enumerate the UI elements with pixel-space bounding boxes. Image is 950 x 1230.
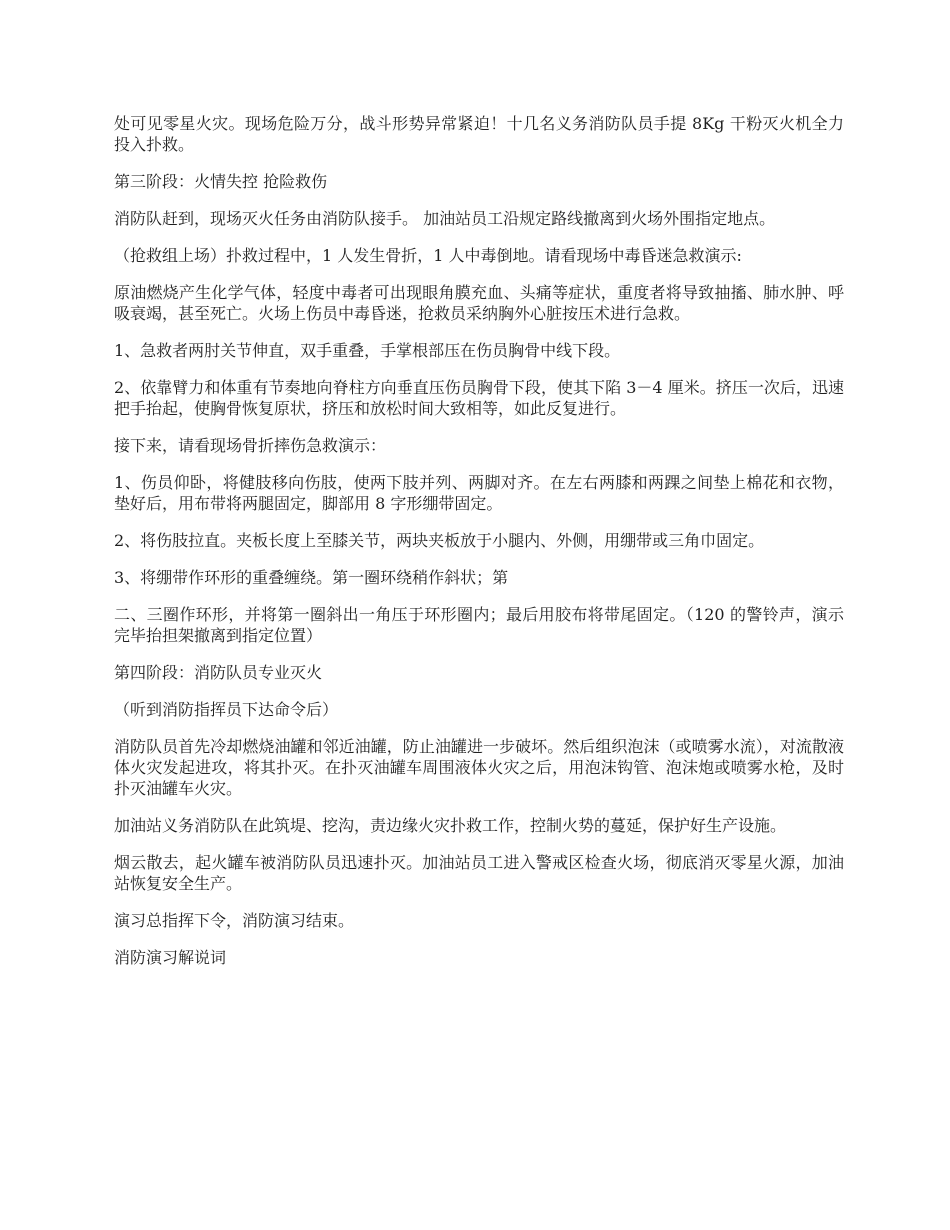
paragraph: （抢救组上场）扑救过程中，1 人发生骨折，1 人中毒倒地。请看现场中毒昏迷急救演示:	[114, 246, 742, 265]
paragraph: 二、三圈作环形，并将第一圈斜出一角压于环形圈内；最后用胶布将带尾固定。（120 的警铃声，演示完毕抬担架撤离到指定位置）	[114, 605, 844, 645]
list-item: 3、将绷带作环形的重叠缠绕。第一圈环绕稍作斜状；第	[114, 568, 509, 587]
paragraph: 消防队赶到，现场灭火任务由消防队接手。 加油站员工沿规定路线撤离到火场外围指定地点。	[114, 209, 776, 228]
paragraph: 处可见零星火灾。现场危险万分，战斗形势异常紧迫！十几名义务消防队员手提 8Kg 干粉灭火机全力投入扑救。	[114, 114, 844, 154]
paragraph: （听到消防指挥员下达命令后）	[114, 700, 339, 719]
section-heading: 第四阶段：消防队员专业灭火	[114, 663, 323, 682]
paragraph: 原油燃烧产生化学气体，轻度中毒者可出现眼角膜充血、头痛等症状，重度者将导致抽搐、肺水肿、呼吸衰竭，甚至死亡。火场上伤员中毒昏迷，抢救员采纳胸外心脏按压术进行急救。	[114, 283, 844, 323]
section-heading: 第三阶段：火情失控 抢险救伤	[114, 172, 328, 191]
document-title: 消防演习解说词	[114, 948, 227, 967]
list-item: 2、依靠臂力和体重有节奏地向脊柱方向垂直压伤员胸骨下段，使其下陷 3－4 厘米。挤压一次后，迅速把手抬起，使胸骨恢复原状，挤压和放松时间大致相等，如此反复进行。	[114, 378, 844, 418]
list-item: 1、伤员仰卧，将健肢移向伤肢，使两下肢并列、两脚对齐。在左右两膝和两踝之间垫上棉花和衣物，垫好后，用布带将两腿固定，脚部用 8 字形绷带固定。	[114, 473, 844, 513]
document-page	[114, 113, 844, 984]
paragraph: 加油站义务消防队在此筑堤、挖沟，责边缘火灾扑救工作，控制火势的蔓延，保护好生产设施。	[114, 816, 787, 835]
paragraph: 烟云散去，起火罐车被消防队员迅速扑灭。加油站员工进入警戒区检查火场，彻底消灭零星火源，加油站恢复安全生产。	[114, 853, 844, 893]
paragraph: 演习总指挥下令，消防演习结束。	[114, 911, 355, 930]
list-item: 2、将伤肢拉直。夹板长度上至膝关节，两块夹板放于小腿内、外侧，用绷带或三角巾固定。	[114, 531, 765, 550]
paragraph: 消防队员首先冷却燃烧油罐和邻近油罐，防止油罐进一步破坏。然后组织泡沫（或喷雾水流），对流散液体火灾发起进攻，将其扑灭。在扑灭油罐车周围液体火灾之后，用泡沫钩管、泡沫炮或喷雾水枪，及时扑灭油罐车火灾。	[114, 737, 844, 798]
paragraph: 接下来，请看现场骨折摔伤急救演示：	[114, 436, 387, 455]
list-item: 1、急救者两肘关节伸直，双手重叠，手掌根部压在伤员胸骨中线下段。	[114, 341, 621, 360]
